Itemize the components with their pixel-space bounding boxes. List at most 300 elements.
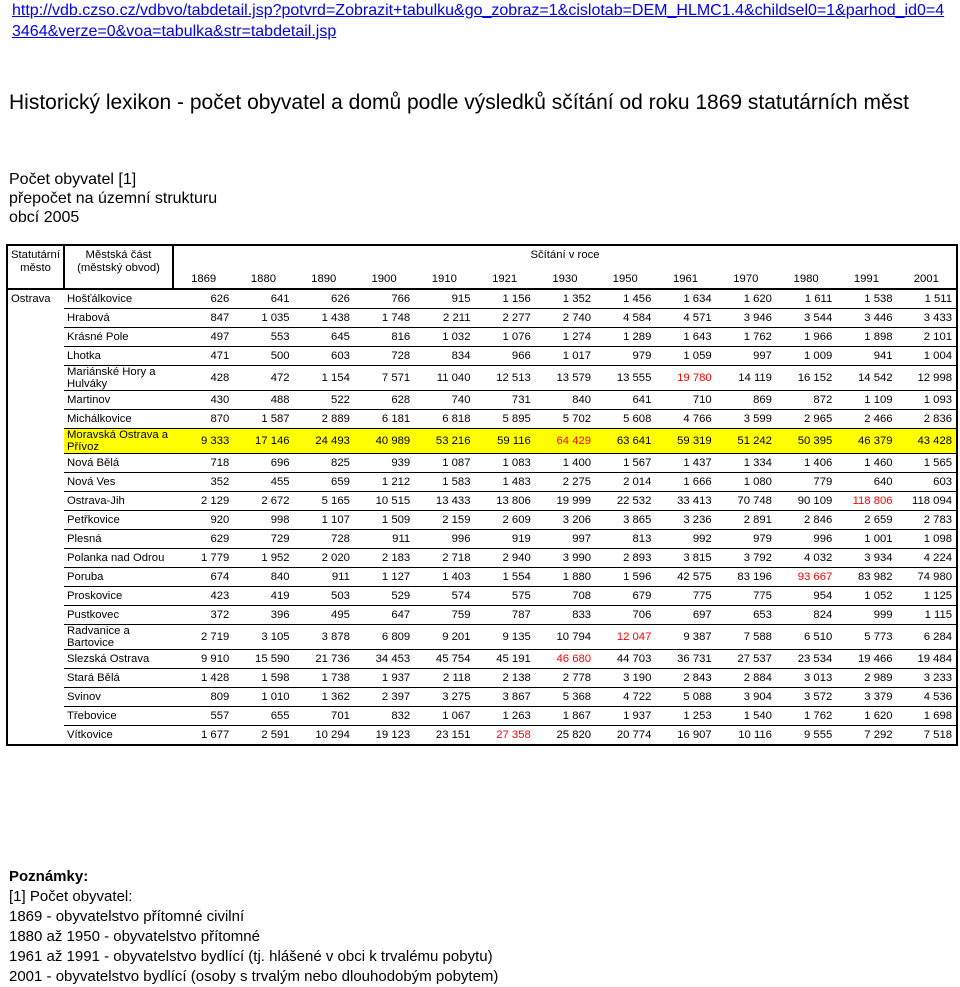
population-cell: 1 634 — [655, 289, 715, 309]
population-cell: 809 — [173, 688, 233, 707]
population-cell: 5 165 — [294, 492, 354, 511]
population-cell: 1 109 — [836, 391, 896, 410]
population-cell: 90 109 — [776, 492, 836, 511]
population-cell: 59 116 — [474, 429, 534, 454]
population-cell: 4 536 — [897, 688, 957, 707]
population-cell: 14 542 — [836, 366, 896, 391]
year-header: 1970 — [733, 273, 759, 285]
population-cell: 979 — [716, 530, 776, 549]
population-cell: 3 544 — [776, 309, 836, 328]
header-city: Statutární město — [7, 245, 64, 289]
population-cell: 787 — [474, 606, 534, 625]
population-cell: 647 — [354, 606, 414, 625]
population-cell: 1 598 — [233, 669, 293, 688]
population-cell: 824 — [776, 606, 836, 625]
population-cell: 919 — [474, 530, 534, 549]
population-cell: 640 — [836, 473, 896, 492]
population-cell: 16 152 — [776, 366, 836, 391]
population-cell: 1 052 — [836, 587, 896, 606]
population-cell: 1 460 — [836, 454, 896, 473]
population-cell: 915 — [414, 289, 474, 309]
population-cell: 3 379 — [836, 688, 896, 707]
district-name: Nová Ves — [64, 473, 173, 492]
district-name: Hošťálkovice — [64, 289, 173, 309]
population-cell: 10 515 — [354, 492, 414, 511]
population-cell: 2 101 — [897, 328, 957, 347]
population-cell: 33 413 — [655, 492, 715, 511]
population-cell: 74 980 — [897, 568, 957, 587]
table-row — [7, 650, 957, 669]
district-name: Petřkovice — [64, 511, 173, 530]
population-cell: 1 677 — [173, 726, 233, 746]
population-cell: 2 740 — [535, 309, 595, 328]
population-cell: 996 — [414, 530, 474, 549]
population-cell: 1 880 — [535, 568, 595, 587]
population-cell: 2 466 — [836, 410, 896, 429]
population-cell: 396 — [233, 606, 293, 625]
population-cell: 1 212 — [354, 473, 414, 492]
population-cell: 1 554 — [474, 568, 534, 587]
population-cell: 2 889 — [294, 410, 354, 429]
population-cell: 1 400 — [535, 454, 595, 473]
population-cell: 2 843 — [655, 669, 715, 688]
population-cell: 3 934 — [836, 549, 896, 568]
source-link[interactable]: http://vdb.czso.cz/vdbvo/tabdetail.jsp?potvrd=Zobrazit+tabulku&go_zobraz=1&cislotab=DEM_HLMC1.4&childsel0=1&parhod_id0=43464&verze=0&voa=tabulka&str=tabdetail.jsp — [12, 2, 945, 40]
population-cell: 2 183 — [354, 549, 414, 568]
population-cell: 428 — [173, 366, 233, 391]
population-cell: 522 — [294, 391, 354, 410]
population-cell: 1 437 — [655, 454, 715, 473]
population-cell: 430 — [173, 391, 233, 410]
population-cell: 1 127 — [354, 568, 414, 587]
population-cell: 1 080 — [716, 473, 776, 492]
population-cell: 3 446 — [836, 309, 896, 328]
population-cell: 3 190 — [595, 669, 655, 688]
population-cell: 1 511 — [897, 289, 957, 309]
population-cell: 6 284 — [897, 625, 957, 650]
population-cell: 3 792 — [716, 549, 776, 568]
year-header: 1869 — [191, 273, 217, 285]
population-cell: 22 532 — [595, 492, 655, 511]
population-cell: 2 659 — [836, 511, 896, 530]
population-cell: 696 — [233, 454, 293, 473]
population-cell: 2 965 — [776, 410, 836, 429]
population-cell: 4 032 — [776, 549, 836, 568]
population-cell: 3 815 — [655, 549, 715, 568]
population-cell: 372 — [173, 606, 233, 625]
table-row — [7, 328, 957, 347]
population-cell: 36 731 — [655, 650, 715, 669]
population-cell: 1 428 — [173, 669, 233, 688]
population-cell: 999 — [836, 606, 896, 625]
population-cell: 731 — [474, 391, 534, 410]
population-cell: 488 — [233, 391, 293, 410]
population-cell: 9 135 — [474, 625, 534, 650]
population-cell: 63 641 — [595, 429, 655, 454]
population-cell: 17 146 — [233, 429, 293, 454]
population-cell: 3 275 — [414, 688, 474, 707]
population-cell: 3 233 — [897, 669, 957, 688]
city-cell: Ostrava — [11, 293, 51, 305]
population-cell: 1 274 — [535, 328, 595, 347]
year-header: 1961 — [672, 273, 699, 285]
population-cell: 27 358 — [474, 726, 534, 746]
population-cell: 3 206 — [535, 511, 595, 530]
population-cell: 1 611 — [776, 289, 836, 309]
year-header: 1950 — [612, 273, 638, 285]
population-cell: 21 736 — [294, 650, 354, 669]
district-name: Pustkovec — [64, 606, 173, 625]
population-cell: 5 088 — [655, 688, 715, 707]
population-cell: 911 — [354, 530, 414, 549]
population-cell: 833 — [535, 606, 595, 625]
population-cell: 2 940 — [474, 549, 534, 568]
population-cell: 1 115 — [897, 606, 957, 625]
table-row — [7, 429, 957, 454]
population-cell: 3 599 — [716, 410, 776, 429]
population-cell: 1 762 — [716, 328, 776, 347]
population-cell: 2 277 — [474, 309, 534, 328]
population-cell: 5 702 — [535, 410, 595, 429]
district-name: Svinov — [64, 688, 173, 707]
population-cell: 2 591 — [233, 726, 293, 746]
district-name: Radvanice a Bartovice — [64, 625, 173, 650]
population-cell: 455 — [233, 473, 293, 492]
population-cell: 1 362 — [294, 688, 354, 707]
population-cell: 641 — [233, 289, 293, 309]
population-cell: 9 333 — [173, 429, 233, 454]
year-header: 1980 — [793, 273, 819, 285]
population-cell: 19 780 — [655, 366, 715, 391]
note-line: 2001 - obyvatelstvo bydlící (osoby s trvalým nebo dlouhodobým pobytem) — [9, 968, 499, 985]
population-cell: 2 020 — [294, 549, 354, 568]
population-cell: 53 216 — [414, 429, 474, 454]
population-cell: 2 836 — [897, 410, 957, 429]
table-row — [7, 587, 957, 606]
population-cell: 869 — [716, 391, 776, 410]
population-cell: 1 596 — [595, 568, 655, 587]
population-cell: 15 590 — [233, 650, 293, 669]
population-cell: 626 — [173, 289, 233, 309]
population-cell: 813 — [595, 530, 655, 549]
table-row — [7, 347, 957, 366]
population-cell: 6 181 — [354, 410, 414, 429]
population-cell: 1 779 — [173, 549, 233, 568]
population-cell: 2 211 — [414, 309, 474, 328]
population-cell: 679 — [595, 587, 655, 606]
population-cell: 1 867 — [535, 707, 595, 726]
population-cell: 998 — [233, 511, 293, 530]
district-name: Plesná — [64, 530, 173, 549]
population-cell: 43 428 — [897, 429, 957, 454]
population-cell: 1 009 — [776, 347, 836, 366]
population-cell: 471 — [173, 347, 233, 366]
population-cell: 2 719 — [173, 625, 233, 650]
district-name: Nová Bělá — [64, 454, 173, 473]
district-name: Ostrava-Jih — [64, 492, 173, 511]
table-row — [7, 625, 957, 650]
population-cell: 20 774 — [595, 726, 655, 746]
population-cell: 1 125 — [897, 587, 957, 606]
population-cell: 7 518 — [897, 726, 957, 746]
population-cell: 3 878 — [294, 625, 354, 650]
population-cell: 3 236 — [655, 511, 715, 530]
population-cell: 6 818 — [414, 410, 474, 429]
population-cell: 626 — [294, 289, 354, 309]
population-cell: 10 116 — [716, 726, 776, 746]
district-name: Hrabová — [64, 309, 173, 328]
population-cell: 2 609 — [474, 511, 534, 530]
population-table — [6, 244, 958, 746]
population-cell: 2 989 — [836, 669, 896, 688]
population-cell: 93 667 — [776, 568, 836, 587]
population-cell: 6 809 — [354, 625, 414, 650]
population-cell: 1 937 — [595, 707, 655, 726]
population-cell: 19 123 — [354, 726, 414, 746]
district-name: Mariánské Hory a Hulváky — [64, 366, 173, 391]
district-name: Moravská Ostrava a Přívoz — [64, 429, 173, 454]
population-cell: 3 105 — [233, 625, 293, 650]
population-cell: 12 047 — [595, 625, 655, 650]
population-cell: 1 937 — [354, 669, 414, 688]
population-cell: 9 910 — [173, 650, 233, 669]
year-header: 1890 — [311, 273, 337, 285]
population-cell: 603 — [897, 473, 957, 492]
population-cell: 19 999 — [535, 492, 595, 511]
population-cell: 574 — [414, 587, 474, 606]
population-cell: 59 319 — [655, 429, 715, 454]
population-cell: 118 094 — [897, 492, 957, 511]
population-cell: 16 907 — [655, 726, 715, 746]
population-cell: 2 118 — [414, 669, 474, 688]
population-cell: 1 154 — [294, 366, 354, 391]
population-cell: 5 773 — [836, 625, 896, 650]
population-cell: 911 — [294, 568, 354, 587]
table-row — [7, 606, 957, 625]
population-cell: 1 952 — [233, 549, 293, 568]
population-cell: 4 766 — [655, 410, 715, 429]
population-cell: 553 — [233, 328, 293, 347]
population-cell: 13 555 — [595, 366, 655, 391]
population-cell: 83 196 — [716, 568, 776, 587]
population-cell: 645 — [294, 328, 354, 347]
population-cell: 500 — [233, 347, 293, 366]
district-name: Lhotka — [64, 347, 173, 366]
population-cell: 3 867 — [474, 688, 534, 707]
population-cell: 1 748 — [354, 309, 414, 328]
population-cell: 1 738 — [294, 669, 354, 688]
population-cell: 1 067 — [414, 707, 474, 726]
population-cell: 2 778 — [535, 669, 595, 688]
population-cell: 575 — [474, 587, 534, 606]
population-cell: 1 583 — [414, 473, 474, 492]
population-cell: 503 — [294, 587, 354, 606]
table-row — [7, 309, 957, 328]
population-cell: 2 893 — [595, 549, 655, 568]
population-cell: 1 289 — [595, 328, 655, 347]
population-cell: 2 159 — [414, 511, 474, 530]
population-cell: 1 406 — [776, 454, 836, 473]
population-cell: 83 982 — [836, 568, 896, 587]
population-cell: 697 — [655, 606, 715, 625]
population-cell: 497 — [173, 328, 233, 347]
population-cell: 729 — [233, 530, 293, 549]
population-cell: 13 806 — [474, 492, 534, 511]
population-cell: 603 — [294, 347, 354, 366]
population-cell: 44 703 — [595, 650, 655, 669]
population-cell: 5 368 — [535, 688, 595, 707]
population-cell: 5 895 — [474, 410, 534, 429]
population-cell: 872 — [776, 391, 836, 410]
population-cell: 118 806 — [836, 492, 896, 511]
population-cell: 1 098 — [897, 530, 957, 549]
population-cell: 4 584 — [595, 309, 655, 328]
year-header: 1910 — [431, 273, 457, 285]
population-cell: 2 672 — [233, 492, 293, 511]
notes-title: Poznámky: — [9, 868, 89, 885]
population-cell: 966 — [474, 347, 534, 366]
district-name: Slezská Ostrava — [64, 650, 173, 669]
population-cell: 9 201 — [414, 625, 474, 650]
population-cell: 840 — [535, 391, 595, 410]
population-cell: 19 484 — [897, 650, 957, 669]
population-cell: 1 017 — [535, 347, 595, 366]
year-header: 1921 — [492, 273, 518, 285]
population-cell: 941 — [836, 347, 896, 366]
population-cell: 2 718 — [414, 549, 474, 568]
population-cell: 19 466 — [836, 650, 896, 669]
population-cell: 997 — [716, 347, 776, 366]
population-cell: 825 — [294, 454, 354, 473]
table-row — [7, 707, 957, 726]
population-cell: 1 587 — [233, 410, 293, 429]
district-name: Poruba — [64, 568, 173, 587]
table-row — [7, 366, 957, 391]
population-cell: 706 — [595, 606, 655, 625]
population-cell: 10 794 — [535, 625, 595, 650]
note-line: 1961 až 1991 - obyvatelstvo bydlící (tj. hlášené v obci k trvalému pobytu) — [9, 948, 493, 965]
population-cell: 1 565 — [897, 454, 957, 473]
population-cell: 954 — [776, 587, 836, 606]
subtitle-line: přepočet na územní strukturu — [9, 190, 218, 207]
district-name: Martinov — [64, 391, 173, 410]
population-cell: 718 — [173, 454, 233, 473]
district-name: Proskovice — [64, 587, 173, 606]
year-header: 1900 — [371, 273, 397, 285]
population-cell: 641 — [595, 391, 655, 410]
population-cell: 2 014 — [595, 473, 655, 492]
population-cell: 1 059 — [655, 347, 715, 366]
population-cell: 1 156 — [474, 289, 534, 309]
page-title: Historický lexikon - počet obyvatel a domů podle výsledků sčítání od roku 1869 statutárních měst — [9, 91, 909, 114]
year-header: 1880 — [250, 273, 277, 285]
population-cell: 472 — [233, 366, 293, 391]
population-cell: 728 — [354, 347, 414, 366]
table-row — [7, 530, 957, 549]
population-cell: 1 087 — [414, 454, 474, 473]
table-subtitle — [9, 170, 409, 227]
population-cell: 1 093 — [897, 391, 957, 410]
district-name: Třebovice — [64, 707, 173, 726]
population-cell: 3 990 — [535, 549, 595, 568]
population-cell: 1 334 — [716, 454, 776, 473]
population-cell: 655 — [233, 707, 293, 726]
table-row — [7, 688, 957, 707]
population-cell: 628 — [354, 391, 414, 410]
population-cell: 27 537 — [716, 650, 776, 669]
population-cell: 1 083 — [474, 454, 534, 473]
population-cell: 10 294 — [294, 726, 354, 746]
population-cell: 6 510 — [776, 625, 836, 650]
population-cell: 23 151 — [414, 726, 474, 746]
population-cell: 1 107 — [294, 511, 354, 530]
population-cell: 832 — [354, 707, 414, 726]
table-row — [7, 410, 957, 429]
year-header: 2001 — [913, 273, 939, 285]
table-row — [7, 391, 957, 410]
population-cell: 1 035 — [233, 309, 293, 328]
population-cell: 23 534 — [776, 650, 836, 669]
population-cell: 9 387 — [655, 625, 715, 650]
population-cell: 7 571 — [354, 366, 414, 391]
population-cell: 1 698 — [897, 707, 957, 726]
population-cell: 779 — [776, 473, 836, 492]
population-cell: 1 032 — [414, 328, 474, 347]
population-cell: 1 666 — [655, 473, 715, 492]
population-cell: 25 820 — [535, 726, 595, 746]
population-cell: 45 191 — [474, 650, 534, 669]
population-cell: 1 620 — [716, 289, 776, 309]
population-cell: 1 456 — [595, 289, 655, 309]
population-cell: 1 001 — [836, 530, 896, 549]
population-cell: 2 275 — [535, 473, 595, 492]
subtitle-line: obcí 2005 — [9, 209, 80, 226]
table-row — [7, 454, 957, 473]
population-cell: 1 762 — [776, 707, 836, 726]
population-cell: 13 579 — [535, 366, 595, 391]
table-row — [7, 726, 957, 746]
population-cell: 766 — [354, 289, 414, 309]
population-cell: 674 — [173, 568, 233, 587]
population-cell: 710 — [655, 391, 715, 410]
population-cell: 1 509 — [354, 511, 414, 530]
population-cell: 1 567 — [595, 454, 655, 473]
population-cell: 7 588 — [716, 625, 776, 650]
population-cell: 51 242 — [716, 429, 776, 454]
population-cell: 12 998 — [897, 366, 957, 391]
population-cell: 775 — [716, 587, 776, 606]
population-cell: 24 493 — [294, 429, 354, 454]
table-row — [7, 549, 957, 568]
population-cell: 529 — [354, 587, 414, 606]
population-cell: 12 513 — [474, 366, 534, 391]
note-line: 1880 až 1950 - obyvatelstvo přítomné — [9, 928, 260, 945]
population-cell: 419 — [233, 587, 293, 606]
population-cell: 1 540 — [716, 707, 776, 726]
population-cell: 352 — [173, 473, 233, 492]
population-cell: 7 292 — [836, 726, 896, 746]
population-cell: 42 575 — [655, 568, 715, 587]
table-row — [7, 669, 957, 688]
population-cell: 653 — [716, 606, 776, 625]
population-cell: 2 783 — [897, 511, 957, 530]
table-row — [7, 473, 957, 492]
population-cell: 46 379 — [836, 429, 896, 454]
population-cell: 2 397 — [354, 688, 414, 707]
population-cell: 1 076 — [474, 328, 534, 347]
population-cell: 1 483 — [474, 473, 534, 492]
population-cell: 740 — [414, 391, 474, 410]
